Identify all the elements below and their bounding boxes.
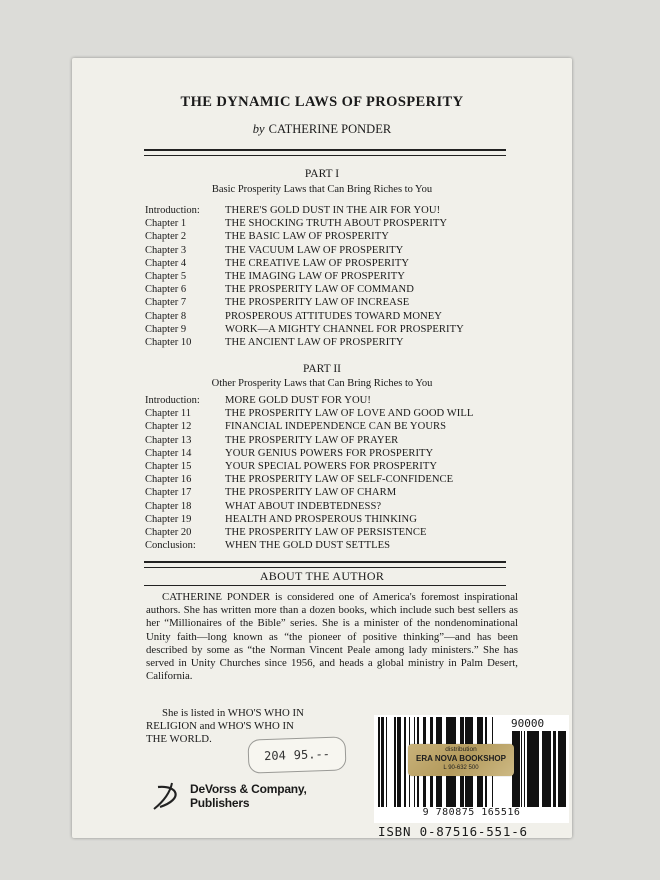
- toc-row: [145, 245, 525, 258]
- listing-line: THE WORLD.: [146, 733, 212, 746]
- byline-prefix: by: [252, 122, 265, 136]
- toc-row: [145, 271, 525, 284]
- toc-row: [145, 514, 525, 527]
- about-divider-top: [144, 561, 506, 568]
- toc-row: [145, 218, 525, 231]
- bookshop-sticker: [408, 744, 514, 776]
- about-heading: ABOUT THE AUTHOR: [259, 569, 385, 583]
- publisher-swoosh-icon: [150, 779, 184, 813]
- chapter-title: THE PROSPERITY LAW OF SELF-CONFIDENCE: [225, 474, 454, 486]
- barcode-ean-number: 9 780875 165516: [422, 807, 521, 818]
- part2-chapter-list: [145, 395, 525, 553]
- chapter-label: Chapter 15: [145, 460, 192, 472]
- chapter-label: Chapter 7: [145, 297, 187, 309]
- book-back-cover: [72, 58, 572, 838]
- part1-chapter-list: [145, 205, 525, 350]
- title-divider: [144, 149, 506, 156]
- part2-subtitle: Other Prosperity Laws that Can Bring Riches to You: [211, 378, 433, 389]
- toc-row: [145, 474, 525, 487]
- chapter-label: Chapter 8: [145, 310, 187, 322]
- toc-row: [145, 501, 525, 514]
- part1-subtitle: Basic Prosperity Laws that Can Bring Riches to You: [211, 184, 433, 195]
- author-name: CATHERINE PONDER: [268, 122, 392, 136]
- chapter-label: Chapter 5: [145, 270, 187, 282]
- chapter-title: THE CREATIVE LAW OF PROSPERITY: [225, 257, 410, 269]
- toc-row: [145, 311, 525, 324]
- chapter-title: WORK—A MIGHTY CHANNEL FOR PROSPERITY: [225, 323, 464, 335]
- toc-row: [145, 527, 525, 540]
- chapter-title: THERE'S GOLD DUST IN THE AIR FOR YOU!: [225, 205, 441, 216]
- chapter-title: THE PROSPERITY LAW OF COMMAND: [225, 284, 414, 296]
- chapter-title: THE SHOCKING TRUTH ABOUT PROSPERITY: [225, 218, 448, 230]
- barcode-addon-number: 90000: [511, 717, 545, 730]
- chapter-title: YOUR GENIUS POWERS FOR PROSPERITY: [225, 447, 434, 459]
- sticker-line-1: distribution: [445, 746, 477, 753]
- book-title: THE DYNAMIC LAWS OF PROSPERITY: [180, 94, 464, 110]
- chapter-label: Chapter 12: [145, 421, 192, 433]
- chapter-label: Chapter 11: [145, 408, 191, 420]
- chapter-label: Chapter 1: [145, 218, 187, 230]
- toc-row: [145, 324, 525, 337]
- chapter-title: THE PROSPERITY LAW OF PRAYER: [225, 434, 399, 446]
- publisher-logo: [150, 778, 350, 814]
- toc-row: [145, 284, 525, 297]
- chapter-label: Chapter 3: [145, 244, 187, 256]
- chapter-label: Chapter 19: [145, 513, 192, 525]
- chapter-label: Chapter 9: [145, 323, 187, 335]
- chapter-label: Chapter 6: [145, 284, 187, 296]
- chapter-label: Introduction:: [145, 395, 200, 406]
- toc-row: [145, 395, 525, 408]
- toc-row: [145, 487, 525, 500]
- chapter-title: PROSPEROUS ATTITUDES TOWARD MONEY: [225, 310, 442, 322]
- chapter-title: HEALTH AND PROSPEROUS THINKING: [225, 513, 417, 525]
- chapter-label: Chapter 14: [145, 447, 192, 459]
- toc-row: [145, 540, 525, 553]
- chapter-title: WHAT ABOUT INDEBTEDNESS?: [225, 500, 382, 512]
- price-value: 95.--: [293, 746, 331, 763]
- chapter-label: Chapter 20: [145, 526, 192, 538]
- isbn-text: ISBN 0-87516-551-6: [378, 824, 528, 839]
- chapter-label: Introduction:: [145, 205, 200, 216]
- part2-heading: PART II: [303, 363, 341, 375]
- part1-heading: PART I: [304, 168, 340, 180]
- listing-line: She is listed in WHO'S WHO IN: [162, 707, 304, 719]
- chapter-title: WHEN THE GOLD DUST SETTLES: [225, 540, 391, 552]
- publisher-name: DeVorss & Company, Publishers: [190, 782, 307, 810]
- listing-line: RELIGION and WHO'S WHO IN: [146, 720, 294, 733]
- chapter-title: FINANCIAL INDEPENDENCE CAN BE YOURS: [225, 421, 447, 433]
- chapter-label: Chapter 17: [145, 487, 192, 499]
- toc-row: [145, 258, 525, 271]
- toc-row: [145, 205, 525, 218]
- chapter-label: Chapter 4: [145, 257, 187, 269]
- sticker-line-2: ERA NOVA BOOKSHOP: [416, 754, 506, 763]
- chapter-title: THE IMAGING LAW OF PROSPERITY: [225, 270, 405, 282]
- toc-row: [145, 231, 525, 244]
- chapter-label: Chapter 13: [145, 434, 192, 446]
- chapter-title: THE BASIC LAW OF PROSPERITY: [225, 231, 389, 243]
- author-bio: CATHERINE PONDER is considered one of America's foremost inspirational authors. She has written more than a dozen books, which include such best sellers as her “Millionaires of the Bible” series. She is a minister of the nondenominational Unity faith—long known as “the pioneer of positive thinking”—and has been described by some as “the Norman Vincent Peale among lady ministers.” She has served in Unity Churches since 1956, and heads a global ministry in Palm Desert, California.: [146, 591, 518, 683]
- toc-row: [145, 297, 525, 310]
- chapter-label: Chapter 2: [145, 231, 187, 243]
- chapter-title: THE PROSPERITY LAW OF PERSISTENCE: [225, 526, 427, 538]
- toc-row: [145, 421, 525, 434]
- chapter-title: THE ANCIENT LAW OF PROSPERITY: [225, 336, 404, 348]
- toc-row: [145, 461, 525, 474]
- chapter-title: THE PROSPERITY LAW OF LOVE AND GOOD WILL: [225, 408, 474, 420]
- toc-row: [145, 448, 525, 461]
- chapter-title: THE PROSPERITY LAW OF INCREASE: [225, 297, 410, 309]
- sticker-line-3: L 90-632 500: [443, 765, 479, 771]
- toc-row: [145, 337, 525, 350]
- chapter-label: Chapter 18: [145, 500, 192, 512]
- toc-row: [145, 408, 525, 421]
- chapter-title: THE PROSPERITY LAW OF CHARM: [225, 487, 397, 499]
- price-code: 204: [263, 748, 287, 764]
- author-byline: [72, 122, 572, 137]
- chapter-title: THE VACUUM LAW OF PROSPERITY: [225, 244, 404, 256]
- chapter-label: Chapter 10: [145, 336, 192, 348]
- chapter-title: MORE GOLD DUST FOR YOU!: [225, 395, 371, 406]
- chapter-label: Chapter 16: [145, 474, 192, 486]
- about-divider-bottom: [144, 585, 506, 586]
- chapter-title: YOUR SPECIAL POWERS FOR PROSPERITY: [225, 460, 438, 472]
- chapter-label: Conclusion:: [145, 540, 196, 552]
- price-sticker: [247, 736, 346, 773]
- toc-row: [145, 435, 525, 448]
